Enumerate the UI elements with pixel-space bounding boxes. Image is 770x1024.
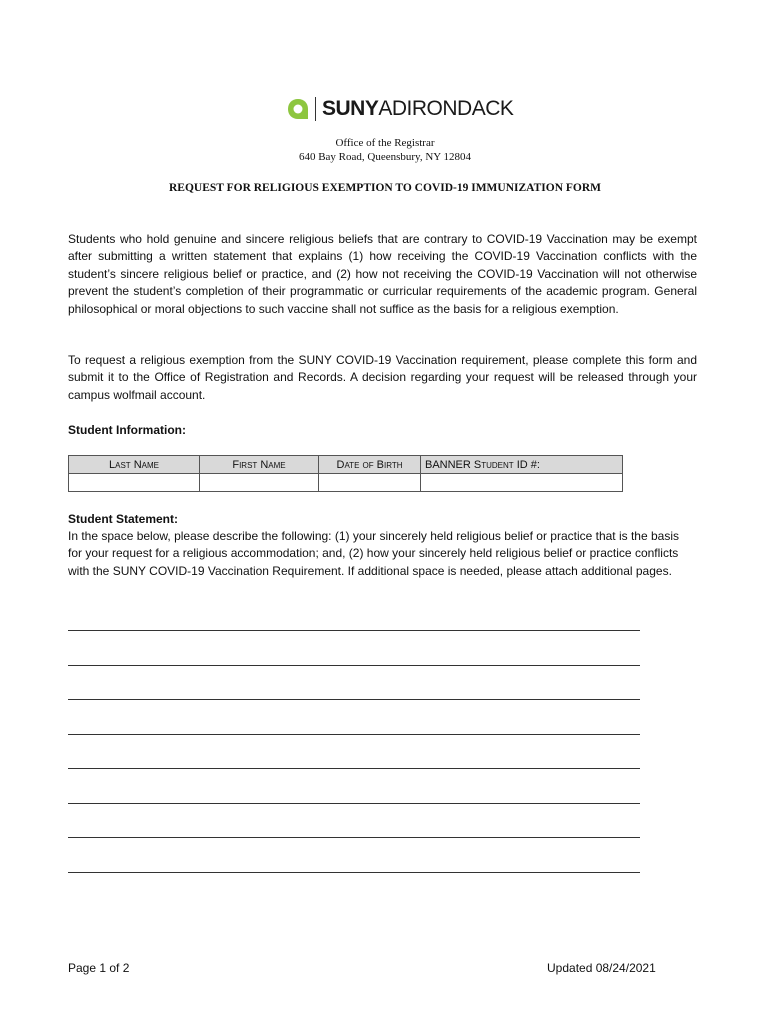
col-first-name: First Name xyxy=(200,456,319,474)
suny-logo-mark-icon xyxy=(287,98,309,120)
statement-line-7[interactable] xyxy=(68,837,640,838)
col-last-name: Last Name xyxy=(69,456,200,474)
statement-line-6[interactable] xyxy=(68,803,640,804)
office-name: Office of the Registrar xyxy=(335,137,435,149)
updated-date: Updated 08/24/2021 xyxy=(547,961,656,975)
banner-id-field[interactable] xyxy=(421,474,623,492)
logo-text-rest: ADIRONDACK xyxy=(378,97,514,120)
table-header-row xyxy=(69,456,623,474)
instructions-paragraph: To request a religious exemption from the SUNY COVID-19 Vaccination requirement, please complete this form and submit it to the Office of Registration and Records. A decision regarding your request will be released through your campus wolfmail account. xyxy=(68,353,697,402)
first-name-field[interactable] xyxy=(200,474,319,492)
logo-text-bold: SUNY xyxy=(322,97,379,120)
statement-line-3[interactable] xyxy=(68,699,640,700)
logo-divider xyxy=(315,97,316,121)
statement-instructions: In the space below, please describe the following: (1) your sincerely held religious belief or practice that is the basis for your request for a religious accommodation; and, (2) how your sincerely held religious belief or practice conflicts with the SUNY COVID-19 Vaccination Requirement. If additional space is needed, please attach additional pages. xyxy=(68,529,679,578)
logo-wordmark xyxy=(322,97,513,121)
office-address: 640 Bay Road, Queensbury, NY 12804 xyxy=(298,151,472,163)
form-title: REQUEST FOR RELIGIOUS EXEMPTION TO COVID-19 IMMUNIZATION FORM xyxy=(168,182,602,194)
page-number: Page 1 of 2 xyxy=(68,961,130,975)
last-name-field[interactable] xyxy=(69,474,200,492)
statement-line-8[interactable] xyxy=(68,872,640,873)
col-banner-id: BANNER Student ID #: xyxy=(421,456,623,474)
statement-line-1[interactable] xyxy=(68,630,640,631)
student-information-table xyxy=(68,455,623,492)
statement-line-4[interactable] xyxy=(68,734,640,735)
student-statement-heading: Student Statement: xyxy=(68,512,179,526)
intro-paragraph: Students who hold genuine and sincere religious beliefs that are contrary to COVID-19 Vaccination may be exempt after submitting a written statement that explains (1) how receiving the COVID-19 Vaccination conflicts with the student’s sincere religious belief or practice, and (2) how not receiving the COVID-19 Vaccination will not otherwise prevent the student’s completion of their programmatic or curricular requirements of the academic program. General philosophical or moral objections to such vaccine shall not suffice as the basis for a religious exemption. xyxy=(68,232,697,316)
student-information-heading: Student Information: xyxy=(68,423,186,437)
date-of-birth-field[interactable] xyxy=(319,474,421,492)
table-input-row xyxy=(69,474,623,492)
col-date-of-birth: Date of Birth xyxy=(319,456,421,474)
statement-line-2[interactable] xyxy=(68,665,640,666)
suny-adirondack-logo xyxy=(287,94,513,124)
statement-line-5[interactable] xyxy=(68,768,640,769)
